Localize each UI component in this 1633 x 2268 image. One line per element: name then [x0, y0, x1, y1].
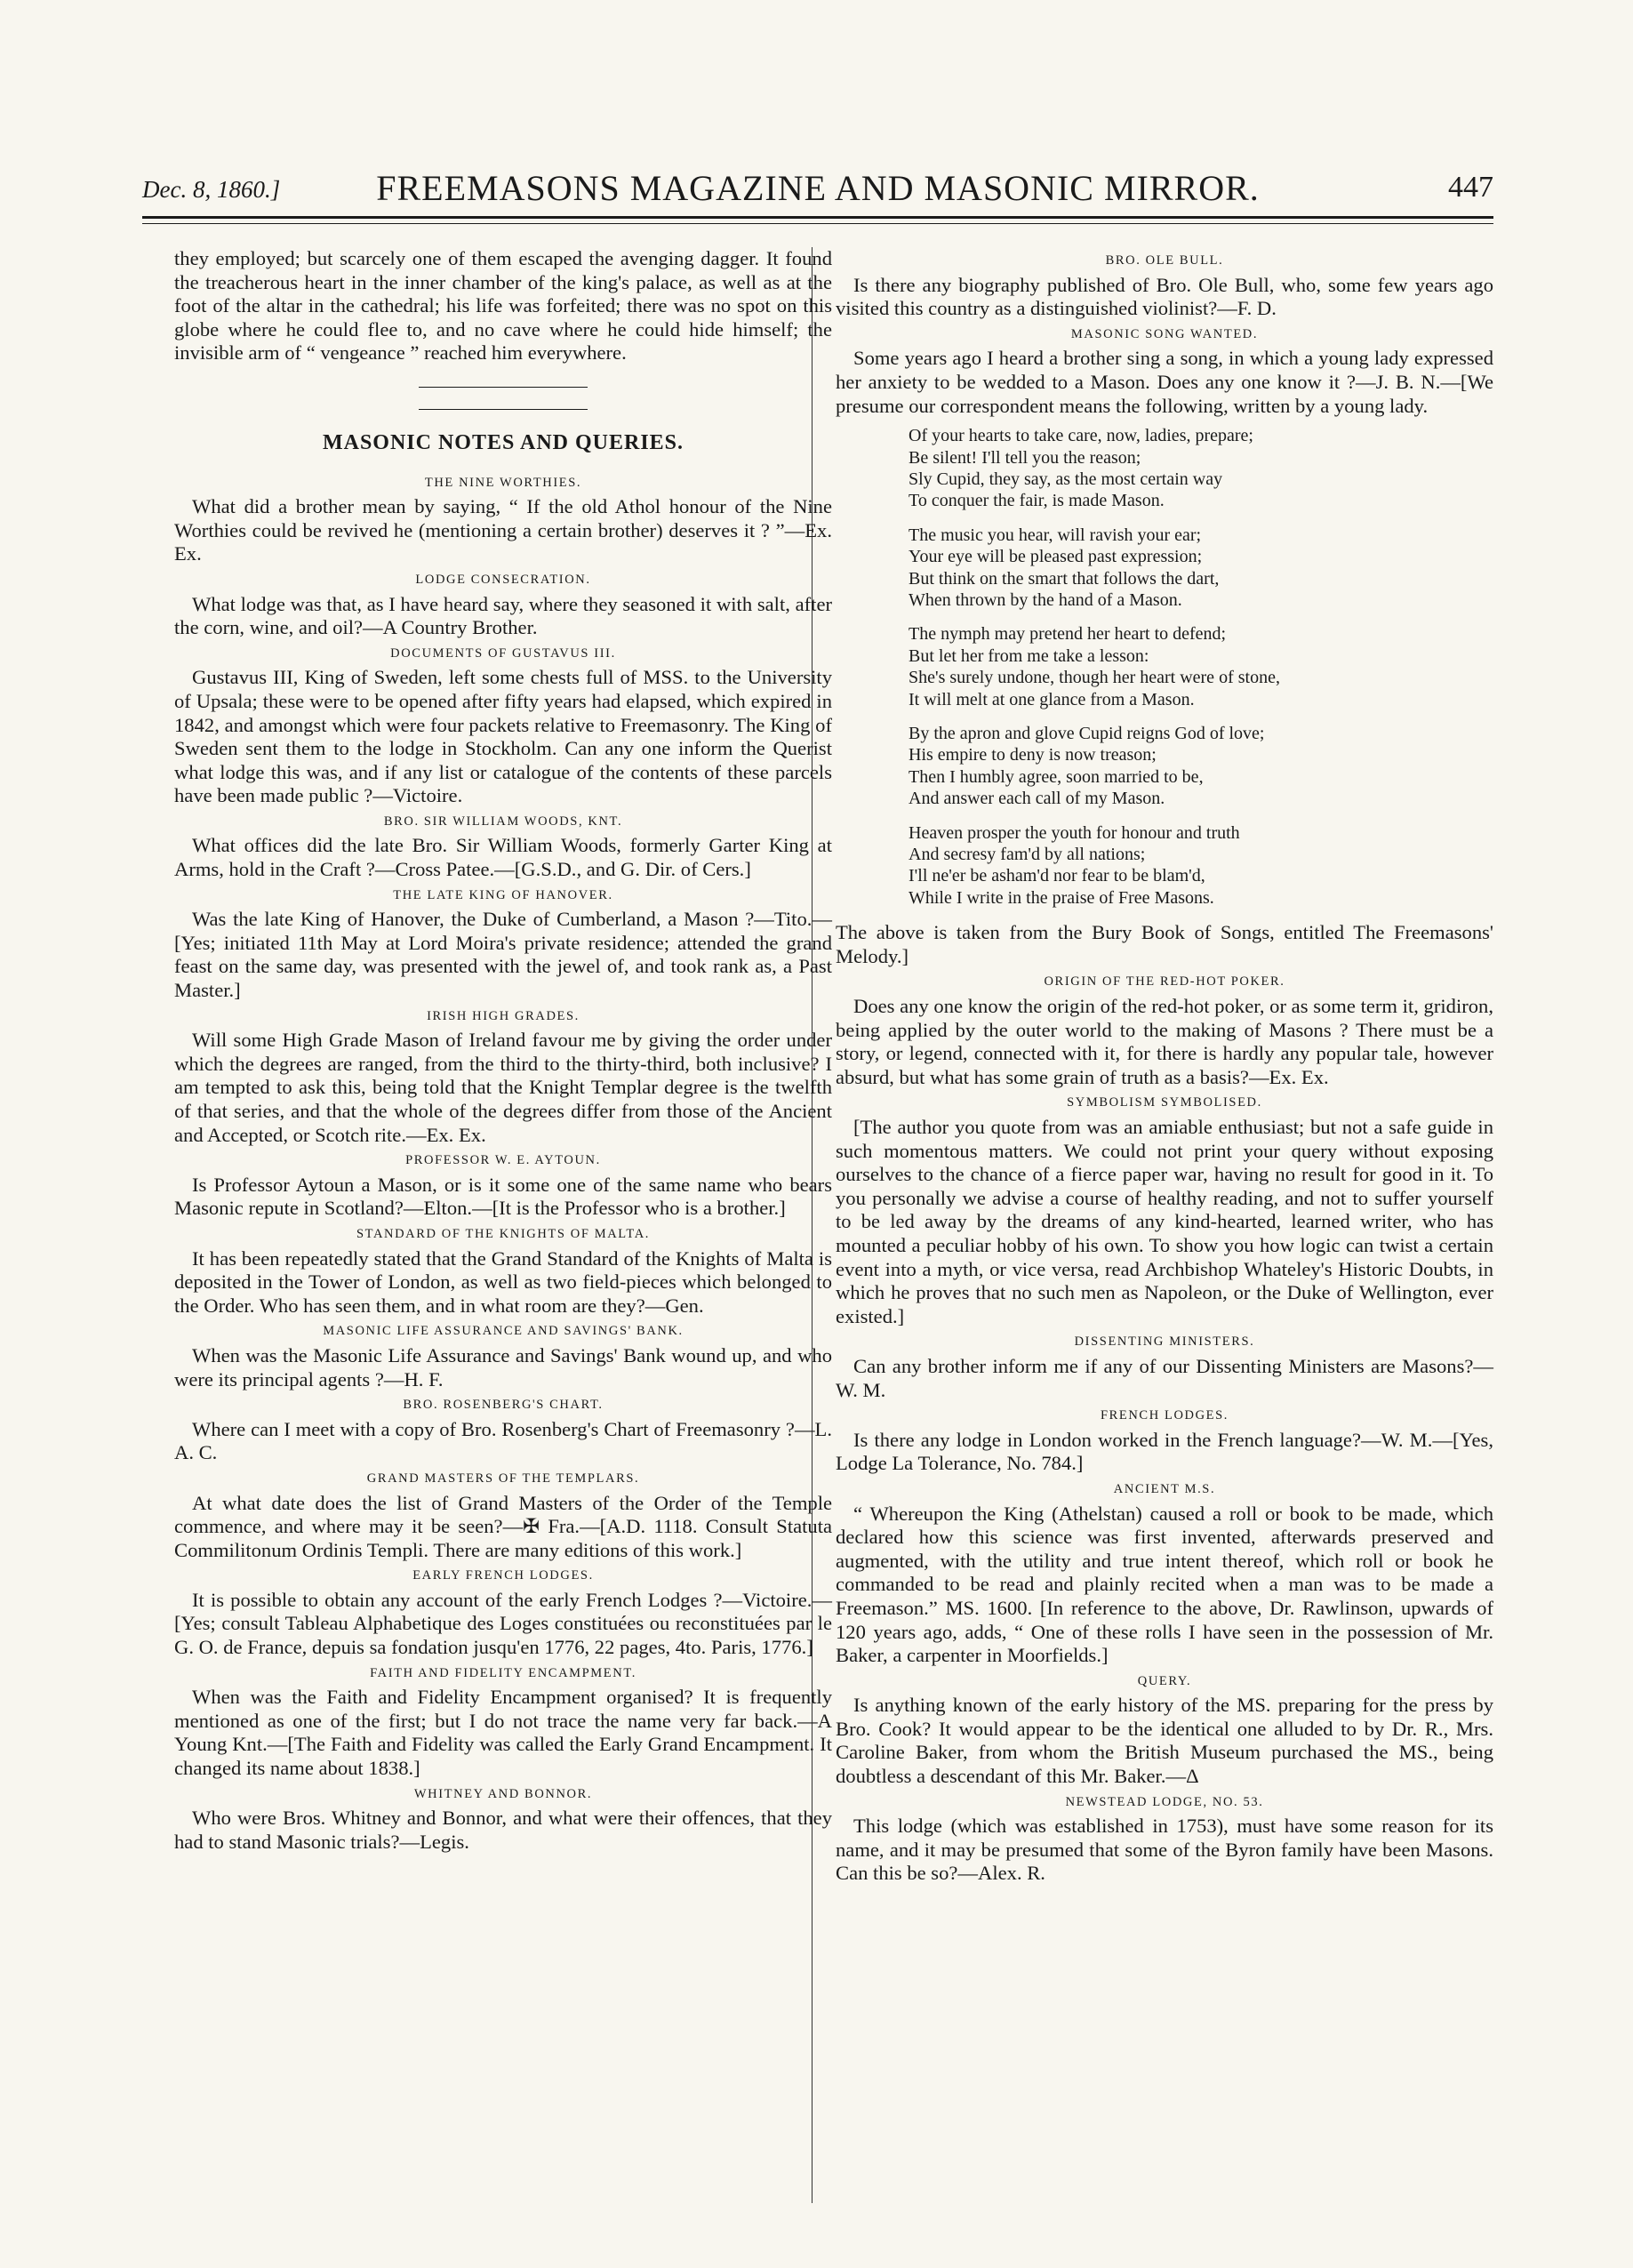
right-entries-upper [836, 249, 1493, 418]
verse-line: And secresy fam'd by all nations; [909, 845, 1146, 865]
query-heading: MASONIC LIFE ASSURANCE AND SAVINGS' BANK. [323, 1324, 684, 1339]
query-heading: BRO. OLE BULL. [1105, 253, 1224, 268]
query-text: Was the late King of Hanover, the Duke of Cumberland, a Mason ?—Tito.—[Yes; initiated 11th May at Lord Moira's private residence; attended the grand feast on the same day, was presented with the jewel of, and took rank as, a Past Master.] [174, 908, 832, 1002]
query-text: Can any brother inform me if any of our Dissenting Ministers are Masons?—W. M. [836, 1354, 1493, 1401]
query-text: What offices did the late Bro. Sir William Woods, formerly Garter King at Arms, hold in the Craft ?—Cross Patee.—[G.S.D., and G. Dir. of Cers.] [174, 834, 832, 881]
verse-line: His empire to deny is now treason; [909, 745, 1157, 765]
verse-line: Then I humbly agree, soon married to be, [909, 766, 1204, 787]
query-heading: STANDARD OF THE KNIGHTS OF MALTA. [356, 1226, 651, 1241]
query-text: Will some High Grade Mason of Ireland favour me by giving the order under which the degrees are ranged, from the third to the thirty-third, both inclusive? I am tempted to ask this, being told that the Knight Templar degree is the twelfth of that series, and that the whole of the degrees differ from those of the Ancient and Accepted, or Scotch rite.—Ex. Ex. [174, 1029, 832, 1146]
section-rule-lower [419, 409, 588, 410]
query-text: When was the Masonic Life Assurance and Savings' Bank wound up, and who were its principal agents ?—H. F. [174, 1343, 832, 1390]
query-text: Gustavus III, King of Sweden, left some chests full of MSS. to the University of Upsala; these were to be opened after fifty years had elapsed, which expired in 1842, and amongst which were four packets relative to Freemasonry. The King of Sweden sent them to the lodge in Stockholm. Can any one inform the Querist what lodge this was, and if any list or catalogue of the contents of these parcels have been made public ?—Victoire. [174, 666, 832, 807]
query-heading: FRENCH LODGES. [1100, 1408, 1229, 1423]
query-heading: BRO. ROSENBERG'S CHART. [403, 1398, 604, 1413]
query-heading: ORIGIN OF THE RED-HOT POKER. [1044, 974, 1285, 990]
page-number: 447 [1448, 171, 1493, 204]
verse-line: To conquer the fair, is made Mason. [909, 491, 1165, 511]
query-heading: THE LATE KING OF HANOVER. [393, 887, 613, 902]
query-heading: LODGE CONSECRATION. [415, 572, 591, 587]
query-heading: ANCIENT M.S. [1113, 1481, 1216, 1496]
verse-line: She's surely undone, though her heart were of stone, [909, 668, 1280, 688]
verse-line: The music you hear, will ravish your ear; [909, 525, 1202, 545]
query-heading: SYMBOLISM SYMBOLISED. [1067, 1095, 1262, 1110]
verse-line: When thrown by the hand of a Mason. [909, 590, 1182, 610]
song-verse [909, 425, 1493, 909]
query-text: Is anything known of the early history of the MS. preparing for the press by Bro. Cook? It would appear to be the identical one alluded to by Dr. R., Mrs. Caroline Baker, from whom the British Museum purchased the MS., being doubtless a descendant of this Mr. Baker.—Δ [836, 1694, 1493, 1788]
query-heading: BRO. SIR WILLIAM WOODS, KNT. [383, 813, 623, 829]
intro-paragraph: they employed; but scarcely one of them escaped the avenging dagger. It found the treacherous heart in the inner chamber of the king's palace, as well as at the foot of the altar in the cathedral; his life was forfeited; there was no spot on this globe where he could flee to, and no cave where he could hide himself; the invisible arm of “ vengeance ” reached him everywhere. [174, 247, 832, 365]
verse-stanza [909, 822, 1493, 910]
query-heading: DOCUMENTS OF GUSTAVUS III. [390, 645, 616, 661]
verse-line: Of your hearts to take care, now, ladies, prepare; [909, 426, 1253, 446]
query-text: Is there any biography published of Bro. Ole Bull, who, some few years ago visited this country as a distinguished violinist?—F. D. [836, 273, 1493, 320]
query-heading: GRAND MASTERS OF THE TEMPLARS. [366, 1471, 640, 1486]
query-text: Is Professor Aytoun a Mason, or is it some one of the same name who bears Masonic repute in Scotland?—Elton.—[It is the Professor who is a brother.] [174, 1173, 832, 1220]
magazine-title: FREEMASONS MAGAZINE AND MASONIC MIRROR. [376, 168, 1260, 208]
verse-line: By the apron and glove Cupid reigns God of love; [909, 724, 1265, 744]
query-text: Does any one know the origin of the red-hot poker, or as some term it, gridiron, being applied by the outer world to the making of Masons ? There must be a story, or legend, connected with it, for there is hardly any popular tale, however absurd, but what has some grain of truth as a basis?—Ex. Ex. [836, 995, 1493, 1088]
verse-line: Sly Cupid, they say, as the most certain way [909, 469, 1223, 489]
query-text: Where can I meet with a copy of Bro. Rosenberg's Chart of Freemasonry ?—L. A. C. [174, 1417, 832, 1464]
verse-line: While I write in the praise of Free Masons. [909, 887, 1214, 908]
query-text: What lodge was that, as I have heard say, where they seasoned it with salt, after the corn, wine, and oil?—A Country Brother. [174, 592, 832, 639]
verse-line: Your eye will be pleased past expression; [909, 547, 1203, 567]
masthead-rule [142, 216, 1493, 219]
query-text: At what date does the list of Grand Masters of the Order of the Temple commence, and where may it be seen?—✠ Fra.—[A.D. 1118. Consult Statuta Commilitonum Ordinis Templi. There are many editions of this work.] [174, 1491, 832, 1561]
verse-line: And answer each call of my Mason. [909, 789, 1165, 809]
left-column [174, 247, 832, 1854]
query-text: When was the Faith and Fidelity Encampment organised? It is frequently mentioned as one of the first; but I do not trace the name very far back.—A Young Knt.—[The Faith and Fidelity was called the Early Grand Encampment. It changed its name about 1838.] [174, 1686, 832, 1780]
query-text: It is possible to obtain any account of the early French Lodges ?—Victoire.—[Yes; consult Tableau Alphabetique des Loges constituées ou reconstituées par le G. O. de France, depuis sa fondation jusqu'en 1776, 22 pages, 4to. Paris, 1776.] [174, 1588, 832, 1659]
query-text: It has been repeatedly stated that the Grand Standard of the Knights of Malta is deposited in the Tower of London, as well as two field-pieces which belonged to the Order. Who has seen them, and in what room are they?—Gen. [174, 1246, 832, 1317]
query-text: “ Whereupon the King (Athelstan) caused a roll or book to be made, which declared how this science was first invented, afterwards preserved and augmented, with the utility and true intent thereof, which roll or book he commanded to be read and plainly recited when a man was to be made a Freemason.” MS. 1600. [In reference to the above, Dr. Rawlinson, upwards of 120 years ago, adds, “ One of these rolls I have seen in the possession of Mr. Baker, a carpenter in Moorfields.] [836, 1502, 1493, 1667]
query-text: Who were Bros. Whitney and Bonnor, and what were their offences, that they had to stand Masonic trials?—Legis. [174, 1807, 832, 1853]
query-text: Is there any lodge in London worked in the French language?—W. M.—[Yes, Lodge La Tolerance, No. 784.] [836, 1428, 1493, 1475]
query-text: [The author you quote from was an amiable enthusiast; but not a safe guide in such momentous matters. We could not print your query without exposing ourselves to the chance of a fierce paper war, having no result for good in it. To you personally we advise a course of healthy reading, and not to suffer yourself to be led away by the dreams of any kind-hearted, learned writer, who has mounted a peculiar hobby of his own. To show you how logic can twist a certain event into a myth, or vice versa, read Archbishop Whateley's Historic Doubts, in which he proves that no such men as Napoleon, or the Duke of Wellington, ever existed.] [836, 1116, 1493, 1327]
left-entries [174, 471, 832, 1855]
verse-line: It will melt at one glance from a Mason. [909, 689, 1195, 709]
masthead-rule-thin [142, 223, 1493, 224]
verse-line: The nymph may pretend her heart to defend; [909, 624, 1227, 645]
verse-line: But let her from me take a lesson: [909, 645, 1149, 666]
verse-line: Be silent! I'll tell you the reason; [909, 447, 1141, 468]
query-text: This lodge (which was established in 1753), must have some reason for its name, and it may be presumed that some of the Byron family have been Masons. Can this be so?—Alex. R. [836, 1815, 1493, 1885]
query-heading: IRISH HIGH GRADES. [427, 1008, 580, 1023]
query-text: Some years ago I heard a brother sing a song, in which a young lady expressed her anxiety to be wedded to a Mason. Does any one know it ?—J. B. N.—[We presume our correspondent means the following, written by a young lady. [836, 347, 1493, 417]
right-entries-lower [836, 970, 1493, 1886]
issue-date: Dec. 8, 1860.] [142, 176, 281, 203]
query-heading: NEWSTEAD LODGE, NO. 53. [1065, 1794, 1264, 1809]
section-title: MASONIC NOTES AND QUERIES. [322, 430, 684, 454]
query-heading: FAITH AND FIDELITY ENCAMPMENT. [370, 1665, 636, 1680]
query-heading: WHITNEY AND BONNOR. [413, 1786, 593, 1801]
verse-stanza [909, 623, 1493, 710]
right-column [836, 247, 1493, 1886]
query-heading: PROFESSOR W. E. AYTOUN. [405, 1153, 601, 1168]
section-rule [419, 387, 588, 388]
query-heading: DISSENTING MINISTERS. [1074, 1334, 1255, 1350]
verse-stanza [909, 425, 1493, 512]
query-heading: QUERY. [1137, 1673, 1192, 1688]
verse-line: I'll ne'er be asham'd nor fear to be blam'd, [909, 866, 1205, 886]
verse-line: Heaven prosper the youth for honour and truth [909, 822, 1240, 843]
query-heading: MASONIC SONG WANTED. [1070, 326, 1259, 341]
verse-stanza [909, 525, 1493, 612]
song-source: The above is taken from the Bury Book of Songs, entitled The Freemasons' Melody.] [836, 921, 1493, 967]
masthead [142, 167, 1493, 208]
verse-stanza [909, 723, 1493, 810]
query-text: What did a brother mean by saying, “ If the old Athol honour of the Nine Worthies could be revived he (mentioning a certain brother) deserves it ? ”—Ex. Ex. [174, 495, 832, 565]
query-heading: THE NINE WORTHIES. [424, 475, 582, 490]
verse-line: But think on the smart that follows the dart, [909, 568, 1220, 589]
query-heading: EARLY FRENCH LODGES. [412, 1568, 594, 1583]
